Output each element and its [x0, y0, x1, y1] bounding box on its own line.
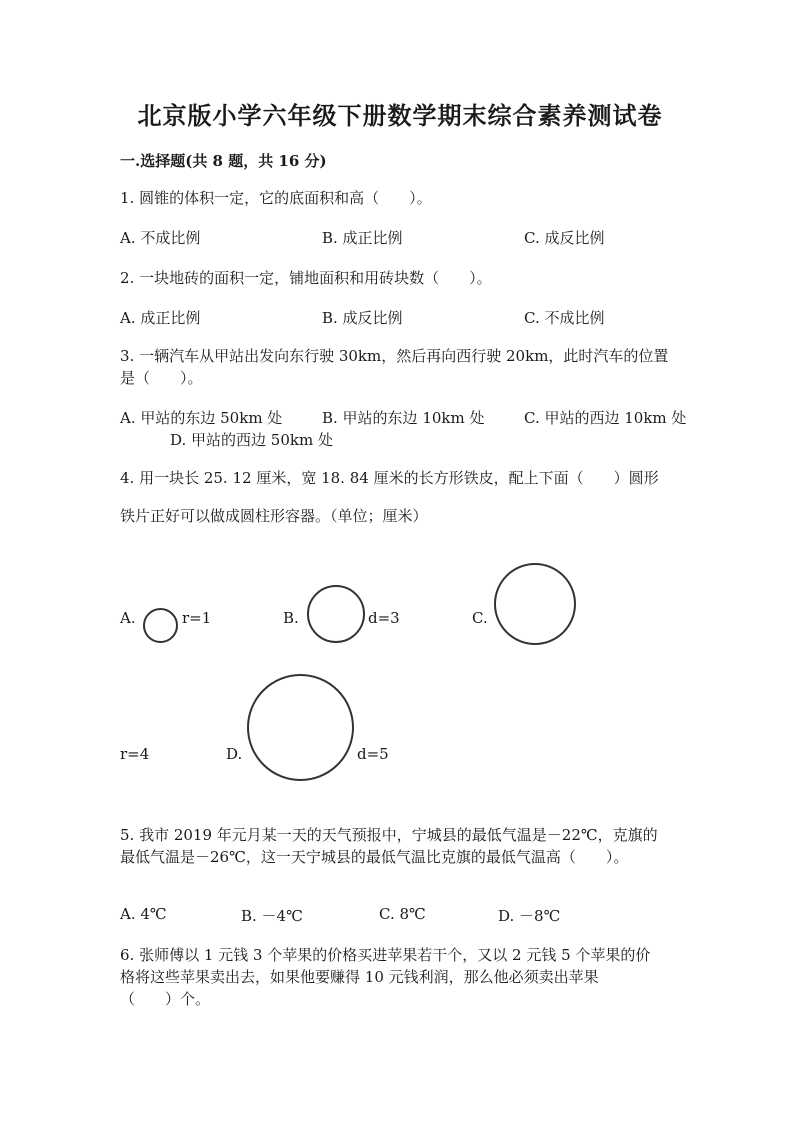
question-3-option-c[interactable]: C. 甲站的西边 10km 处 — [524, 409, 687, 427]
question-4-option-c-label[interactable]: C. — [472, 609, 488, 627]
circle-c-shape — [494, 563, 576, 645]
question-1-stem: 1. 圆锥的体积一定，它的底面积和高（ ）。 — [120, 189, 432, 207]
question-5-stem-line-2: 最低气温是－26℃，这一天宁城县的最低气温比克旗的最低气温高（ ）。 — [120, 848, 629, 866]
circle-a-shape — [143, 608, 178, 643]
question-2-option-c[interactable]: C. 不成比例 — [524, 309, 605, 327]
question-3-option-d[interactable]: D. 甲站的西边 50km 处 — [170, 431, 333, 449]
question-4-option-d-text: d=5 — [357, 745, 389, 763]
question-3-stem-line-1: 3. 一辆汽车从甲站出发向东行驶 30km，然后再向西行驶 20km，此时汽车的位置 — [120, 347, 669, 365]
question-2-option-a[interactable]: A. 成正比例 — [120, 309, 201, 327]
question-4-option-b-label[interactable]: B. — [283, 609, 299, 627]
question-2-stem: 2. 一块地砖的面积一定，铺地面积和用砖块数（ ）。 — [120, 269, 492, 287]
question-6-stem-line-3: （ ）个。 — [120, 990, 211, 1008]
section-heading: 一.选择题(共 8 题，共 16 分) — [120, 152, 327, 170]
question-3-option-b[interactable]: B. 甲站的东边 10km 处 — [322, 409, 485, 427]
question-5-option-d[interactable]: D. －8℃ — [498, 907, 561, 925]
question-5-stem-line-1: 5. 我市 2019 年元月某一天的天气预报中，宁城县的最低气温是－22℃，克旗的 — [120, 826, 658, 844]
question-5-option-c[interactable]: C. 8℃ — [379, 905, 426, 923]
question-1-option-a[interactable]: A. 不成比例 — [120, 229, 201, 247]
question-4-option-a-label[interactable]: A. — [120, 609, 136, 627]
question-4-option-c-text: r=4 — [120, 745, 150, 763]
question-6-stem-line-1: 6. 张师傅以 1 元钱 3 个苹果的价格买进苹果若干个，又以 2 元钱 5 个苹果的价 — [120, 946, 651, 964]
circle-d-shape — [247, 674, 354, 781]
question-6-stem-line-2: 格将这些苹果卖出去，如果他要赚得 10 元钱利润，那么他必须卖出苹果 — [120, 968, 599, 986]
question-4-option-d-label[interactable]: D. — [226, 745, 243, 763]
question-4-stem-line-2: 铁片正好可以做成圆柱形容器。（单位；厘米） — [120, 507, 428, 525]
question-5-option-a[interactable]: A. 4℃ — [120, 905, 167, 923]
question-5-option-b[interactable]: B. －4℃ — [241, 907, 303, 925]
question-2-option-b[interactable]: B. 成反比例 — [322, 309, 403, 327]
question-3-option-a[interactable]: A. 甲站的东边 50km 处 — [120, 409, 283, 427]
question-4-option-b-text: d=3 — [368, 609, 400, 627]
question-4-stem-line-1: 4. 用一块长 25. 12 厘米，宽 18. 84 厘米的长方形铁皮，配上下面（ ）圆形 — [120, 469, 659, 487]
circle-b-shape — [307, 585, 365, 643]
question-1-option-b[interactable]: B. 成正比例 — [322, 229, 403, 247]
question-4-option-a-text: r=1 — [182, 609, 212, 627]
question-1-option-c[interactable]: C. 成反比例 — [524, 229, 605, 247]
page-title: 北京版小学六年级下册数学期末综合素养测试卷 — [137, 101, 663, 130]
question-3-stem-line-2: 是（ ）。 — [120, 369, 203, 387]
